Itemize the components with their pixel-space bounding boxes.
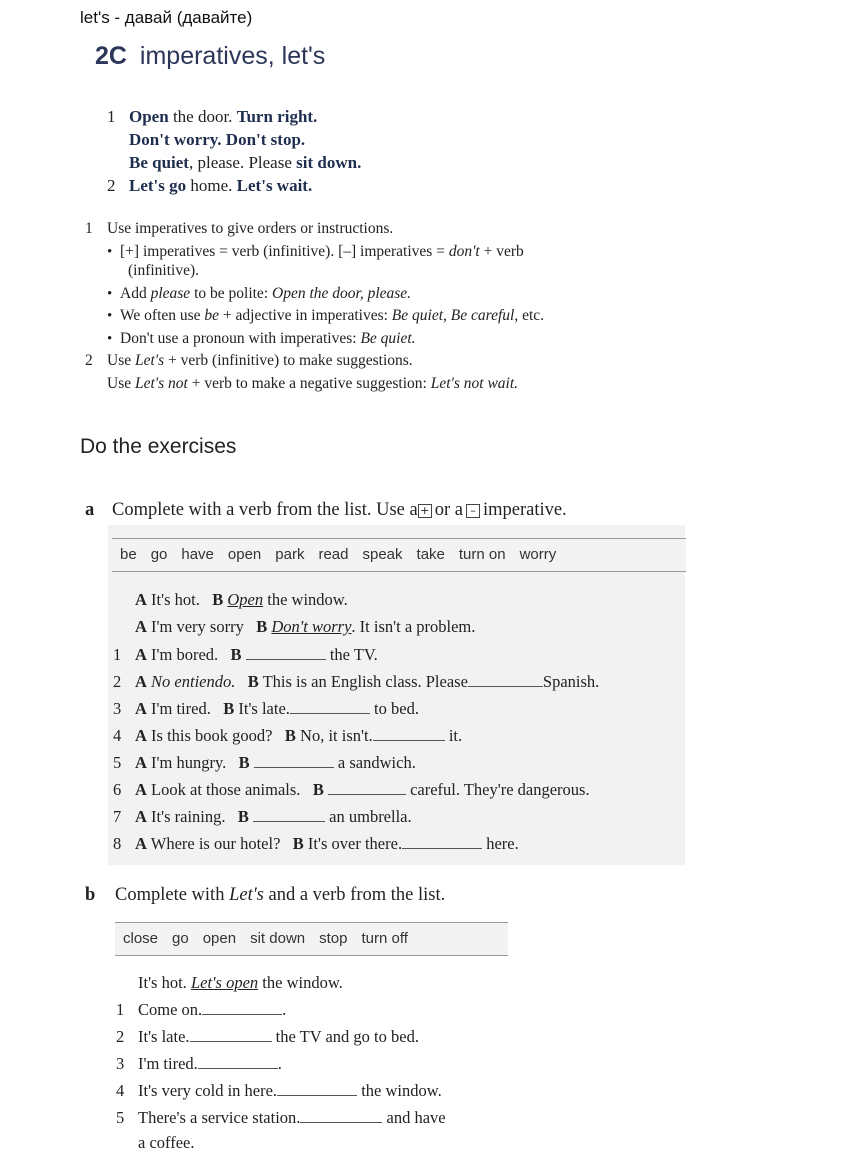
example-answer: Don't worry [271,617,352,636]
item-number: 5 [113,753,122,772]
rule-bullet-2 [85,283,544,306]
answer-blank[interactable] [253,807,325,822]
exercise-b-item-4 [116,1081,442,1101]
word-item: open [227,546,262,563]
example-text: home. [186,176,237,195]
line-text: It's very cold in here. [138,1081,278,1100]
rule-italic: please [150,284,191,302]
rule-text: Use [107,352,135,369]
item-number: 3 [113,699,122,718]
line-text: It's over there. [307,834,403,853]
item-number: 7 [113,807,122,826]
exercise-a-item-5 [113,753,416,773]
answer-blank[interactable] [198,1054,278,1069]
rule-number: 1 [85,220,93,237]
example-number: 1 [107,107,116,126]
rule-text: , etc. [514,307,545,324]
rule-text: We often use [120,307,205,324]
speaker-b: B [256,617,268,636]
line-text: . [277,1054,282,1073]
exercise-a-example-2 [135,617,475,637]
instruction-text: and a verb from the list. [263,885,446,905]
instruction-text: imperative. [482,500,567,520]
answer-blank[interactable] [246,645,326,660]
rule-bullet-1-cont: (infinitive). [128,262,200,279]
section-heading [95,42,325,71]
rule-text: + verb (infinitive) to make suggestions. [164,352,413,369]
word-item: have [181,546,214,563]
rule-number: 2 [85,352,93,369]
speaker-a: A [135,590,147,609]
item-number: 1 [116,1000,125,1019]
answer-blank[interactable] [202,1000,282,1015]
exercise-b-example [138,973,343,993]
word-item: worry [519,546,557,563]
line-text: I'm tired. [138,1054,198,1073]
rule-italic: Be quiet, Be careful [391,307,515,324]
speaker-a: A [135,807,147,826]
exercise-letter: b [85,885,96,905]
speaker-b: B [212,590,224,609]
rule-text: Add [120,284,151,302]
line-text: There's a service station. [138,1108,301,1127]
do-exercises-heading: Do the exercises [80,435,237,458]
exercise-b-item-3 [116,1054,282,1074]
bullet-icon: • [107,285,113,302]
instruction-text: or a [434,500,463,520]
rule-2 [85,350,544,373]
line-text: a sandwich. [337,753,416,772]
line-text: Look at those animals. [151,780,301,799]
answer-blank[interactable] [468,672,543,687]
bullet-icon: • [107,330,113,347]
top-note: let's - давай (давайте) [80,8,253,27]
line-text: It's late. [138,1027,190,1046]
example-bold: sit down. [296,153,362,172]
bullet-icon: • [107,308,113,324]
rule-italic: Be quiet. [360,329,416,347]
rule-2-negative [85,373,544,396]
speaker-a: A [135,834,147,853]
line-text: I'm tired. [151,699,211,718]
word-item: speak [362,546,403,563]
line-text: an umbrella. [329,807,412,826]
exercise-a-item-1 [113,645,378,665]
line-text: Is this book good? [151,726,273,745]
word-item: be [120,546,137,563]
exercise-b-word-list [115,922,508,956]
line-text: careful. They're dangerous. [410,780,590,799]
item-number: 1 [113,645,122,664]
item-number: 2 [116,1027,125,1046]
exercise-a-instruction [85,500,567,521]
word-item: close [123,930,159,947]
rule-1 [85,218,544,241]
answer-blank[interactable] [300,1108,382,1123]
examples-block [107,105,361,197]
rule-text: Use imperatives to give orders or instructions. [107,220,394,237]
rule-bullet-4 [85,328,544,351]
word-item: take [416,546,445,563]
line-text: the window. [263,590,348,609]
rule-text: + verb to make a negative suggestion: [187,374,431,392]
line-text: . [282,1000,287,1019]
line-text: the TV and go to bed. [275,1027,419,1046]
line-text: it. [448,726,463,745]
speaker-a: A [135,699,147,718]
exercise-b-instruction [85,885,445,906]
example-number: 2 [107,176,116,195]
exercise-b-item-1 [116,1000,286,1020]
rule-bullet-3 [85,305,544,328]
line-text: the window. [258,973,343,992]
rule-text: [+] imperatives = verb (infinitive). [–] imperatives = [120,242,449,260]
example-bold: Open [129,107,169,126]
word-item: go [172,930,189,947]
example-bold: Be quiet [129,153,189,172]
line-text: I'm hungry. [151,753,227,772]
section-code: 2C [95,42,127,70]
item-number: 4 [116,1081,125,1100]
line-text: Come on. [138,1000,203,1019]
item-number: 3 [116,1054,125,1073]
speaker-b: B [292,834,304,853]
example-bold: Turn right. [236,107,318,126]
line-text: Spanish. [542,672,600,691]
example-answer: Let's open [190,973,259,992]
exercise-a-item-3 [113,699,419,719]
example-text: the door. [168,107,237,126]
line-text: the TV. [329,645,378,664]
line-text: here. [486,834,519,853]
speaker-b: B [237,807,249,826]
item-number: 5 [116,1108,125,1127]
speaker-a: A [135,780,147,799]
rule-italic: Let's not wait. [430,374,519,392]
exercise-b-item-5-cont: a coffee. [138,1133,195,1152]
example-text: , please. Please [188,153,297,172]
exercise-b-item-5 [116,1108,446,1128]
speaker-a: A [135,753,147,772]
line-text: . It isn't a problem. [351,617,476,636]
exercise-a-item-8 [113,834,519,854]
exercise-a-example-1 [135,590,348,610]
line-text: It's raining. [151,807,226,826]
answer-blank[interactable] [402,834,482,849]
word-item: go [150,546,168,563]
speaker-b: B [284,726,296,745]
rule-italic: Let's [134,352,165,369]
instruction-text: Complete with a verb from the list. Use a [112,500,418,520]
answer-blank[interactable] [277,1081,357,1096]
example-answer: Open [227,590,264,609]
line-text: No entiendo. [151,672,236,691]
example-2 [107,174,361,197]
line-text: It's hot. [151,590,200,609]
answer-blank[interactable] [290,699,370,714]
exercise-letter: a [85,500,95,520]
line-text: I'm very sorry [151,617,244,636]
section-title: imperatives, let's [139,42,326,70]
line-text: Where is our hotel? [150,834,281,853]
word-item: turn off [361,930,408,947]
answer-blank[interactable] [373,726,445,741]
rule-italic: be [204,307,220,324]
exercise-b-item-2 [116,1027,419,1047]
rule-text: Use [107,374,135,392]
item-number: 4 [113,726,122,745]
line-text: to bed. [374,699,419,718]
speaker-b: B [230,645,242,664]
rule-italic: don't [448,242,480,260]
rule-italic: Open the door, please. [272,284,412,302]
instruction-italic: Let's [229,885,264,905]
line-text: This is an English class. Please [262,672,468,691]
answer-blank[interactable] [328,780,406,795]
speaker-a: A [135,645,147,664]
bullet-icon: • [107,243,113,260]
instruction-text: Complete with [115,885,230,905]
rule-text: + verb [479,242,524,260]
word-item: stop [319,930,348,947]
exercise-a-word-list [112,538,686,572]
rules-block [85,218,544,395]
example-1-line-1 [107,105,361,128]
word-item: park [275,546,305,563]
example-bold: Let's go [129,176,187,195]
line-text: and have [386,1108,446,1127]
exercise-a-item-2 [113,672,599,692]
exercise-a-item-6 [113,780,590,800]
speaker-a: A [135,726,147,745]
item-number: 8 [113,834,122,853]
speaker-a: A [135,672,147,691]
plus-box-icon: + [418,504,432,518]
rule-text: Don't use a pronoun with imperatives: [120,329,361,347]
rule-italic: Let's not [134,374,188,392]
exercise-a-item-4 [113,726,462,746]
word-item: read [318,546,349,563]
line-text: It's late. [238,699,290,718]
speaker-b: B [247,672,259,691]
line-text: No, it isn't. [300,726,373,745]
word-item: open [202,930,237,947]
answer-blank[interactable] [254,753,334,768]
item-number: 2 [113,672,122,691]
example-bold: Let's wait. [236,176,313,195]
speaker-a: A [135,617,147,636]
minus-box-icon: – [466,504,480,518]
rule-text: to be polite: [190,284,272,302]
example-1-line-2: Don't worry. Don't stop. [129,130,306,149]
speaker-b: B [223,699,235,718]
word-item: turn on [458,546,506,563]
rule-text: + adjective in imperatives: [219,307,392,324]
item-number: 6 [113,780,122,799]
line-text: It's hot. [138,973,191,992]
example-1-line-3 [107,151,361,174]
line-text: I'm bored. [151,645,219,664]
speaker-b: B [312,780,324,799]
word-item: sit down [250,930,306,947]
answer-blank[interactable] [190,1027,272,1042]
speaker-b: B [238,753,250,772]
exercise-a-item-7 [113,807,412,827]
line-text: the window. [361,1081,442,1100]
